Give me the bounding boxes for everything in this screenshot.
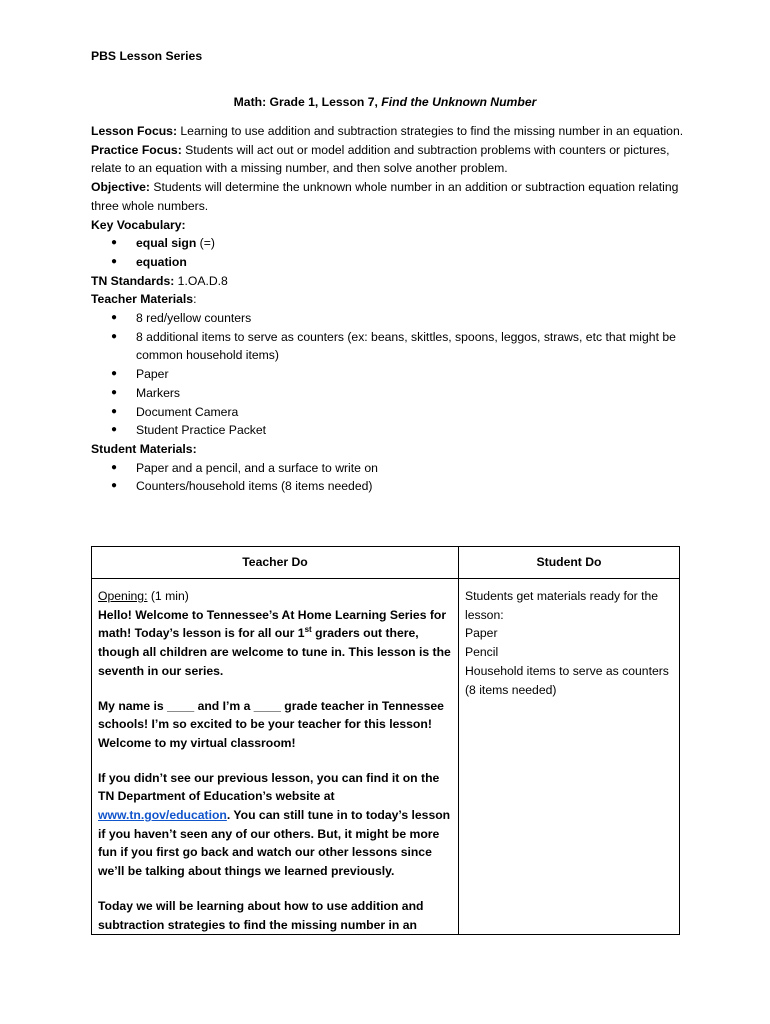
- teacher-materials-label: Teacher Materials: [91, 292, 194, 307]
- list-item: [91, 365, 691, 384]
- practice-focus: [91, 141, 691, 178]
- opening-line: [98, 587, 452, 606]
- material-item: Counters/household items (8 items needed): [136, 479, 373, 494]
- vocab-heading: [91, 216, 691, 235]
- teacher-materials-colon: :: [193, 292, 197, 307]
- student-line: Pencil: [465, 645, 499, 660]
- opening-label: Opening:: [98, 589, 148, 603]
- student-do-cell: [459, 579, 680, 935]
- title-emphasis: Find the Unknown Number: [381, 95, 537, 109]
- material-item: Markers: [136, 385, 181, 400]
- teacher-materials-heading: [91, 290, 691, 309]
- list-item: [91, 234, 691, 253]
- vocab-term-detail: (=): [196, 236, 215, 251]
- list-item: [91, 459, 691, 478]
- student-line: Paper: [465, 626, 498, 641]
- welcome-paragraph: [98, 606, 452, 681]
- bullet-icon: ●: [111, 312, 118, 324]
- lesson-title: [0, 93, 770, 112]
- previous-text-b: . You can still tune in to today’s lesson if you haven’t seen any of our others. But, it might be more fun if you first go back and watch our other lessons since we’ll be talking about things we learned previously.: [98, 808, 451, 879]
- lesson-table: [91, 546, 680, 935]
- objective: [91, 178, 691, 215]
- bullet-icon: ●: [111, 480, 118, 492]
- bullet-icon: ●: [111, 405, 118, 417]
- material-item: 8 red/yellow counters: [136, 311, 252, 326]
- title-prefix: Math: Grade 1, Lesson 7,: [233, 95, 382, 109]
- vocab-term: equal sign: [136, 236, 197, 251]
- welcome-text-b: graders out there, though all children are welcome to tune in. This lesson is the seventh in our series.: [98, 626, 451, 678]
- lesson-focus-text: Learning to use addition and subtraction strategies to find the missing number in an equation.: [177, 124, 684, 138]
- vocab-list: [91, 234, 691, 271]
- teacher-do-cell: [92, 579, 459, 935]
- list-item: [91, 403, 691, 422]
- list-item: [91, 384, 691, 403]
- objective-text: Students will determine the unknown whole number in an addition or subtraction equation relating three whole numbers.: [91, 180, 679, 213]
- bullet-icon: ●: [111, 368, 118, 380]
- standards-value: 1.OA.D.8: [174, 273, 228, 288]
- bullet-icon: ●: [111, 386, 118, 398]
- series-header: PBS Lesson Series: [91, 49, 203, 63]
- today-text: Today we will be learning about how to use addition and subtraction strategies to find the missing number in an: [98, 898, 424, 932]
- list-item: [91, 477, 691, 496]
- list-item: [91, 253, 691, 272]
- bullet-icon: ●: [111, 255, 118, 267]
- education-website-link[interactable]: www.tn.gov/education: [98, 808, 227, 823]
- list-item: [91, 328, 691, 365]
- previous-lesson-paragraph: [98, 769, 452, 881]
- teacher-do-header: Teacher Do: [92, 547, 459, 579]
- bullet-icon: ●: [111, 461, 118, 473]
- material-item: Student Practice Packet: [136, 423, 267, 438]
- material-item: Paper and a pencil, and a surface to write on: [136, 460, 378, 475]
- bullet-icon: ●: [111, 424, 118, 436]
- bullet-icon: ●: [111, 237, 118, 249]
- vocab-label: Key Vocabulary:: [91, 217, 186, 232]
- student-line: Students get materials ready for the lesson:: [465, 589, 659, 622]
- list-item: [91, 309, 691, 328]
- ordinal-suffix: st: [304, 625, 312, 635]
- opening-time: (1 min): [147, 589, 189, 603]
- intro-text: My name is ____ and I’m a ____ grade teacher in Tennessee schools! I’m so excited to be your teacher for this lesson! Welcome to my virtual classroom!: [98, 698, 444, 750]
- lesson-overview: [91, 122, 691, 496]
- tn-standards: [91, 272, 691, 291]
- lesson-focus: [91, 122, 691, 141]
- material-item: 8 additional items to serve as counters (ex: beans, skittles, spoons, leggos, straws, etc that might be common household items): [136, 329, 676, 363]
- student-materials-heading: [91, 440, 691, 459]
- practice-focus-label: Practice Focus:: [91, 142, 182, 157]
- lesson-focus-label: Lesson Focus:: [91, 124, 178, 138]
- student-materials-label: Student Materials:: [91, 441, 197, 456]
- material-item: Paper: [136, 367, 169, 382]
- today-paragraph: [98, 897, 452, 934]
- student-materials-list: [91, 459, 691, 496]
- list-item: [91, 421, 691, 440]
- practice-focus-text: Students will act out or model addition and subtraction problems with counters or pictures, relate to an equation with a missing number, and then solve another problem.: [91, 142, 670, 176]
- welcome-text-a: Hello! Welcome to Tennessee’s At Home Learning Series for math! Today’s lesson is for all our 1: [98, 607, 447, 641]
- bullet-icon: ●: [111, 330, 118, 342]
- objective-label: Objective:: [91, 180, 150, 195]
- standards-label: TN Standards:: [91, 273, 175, 288]
- material-item: Document Camera: [136, 404, 239, 419]
- teacher-materials-list: [91, 309, 691, 440]
- previous-text-a: If you didn’t see our previous lesson, you can find it on the TN Department of Education’s website at: [98, 770, 440, 804]
- student-do-header: Student Do: [459, 547, 680, 579]
- student-line: Household items to serve as counters (8 items needed): [465, 663, 669, 697]
- vocab-term: equation: [136, 254, 187, 269]
- table-row: [92, 579, 680, 935]
- intro-paragraph: [98, 697, 452, 753]
- table-header-row: [92, 547, 680, 579]
